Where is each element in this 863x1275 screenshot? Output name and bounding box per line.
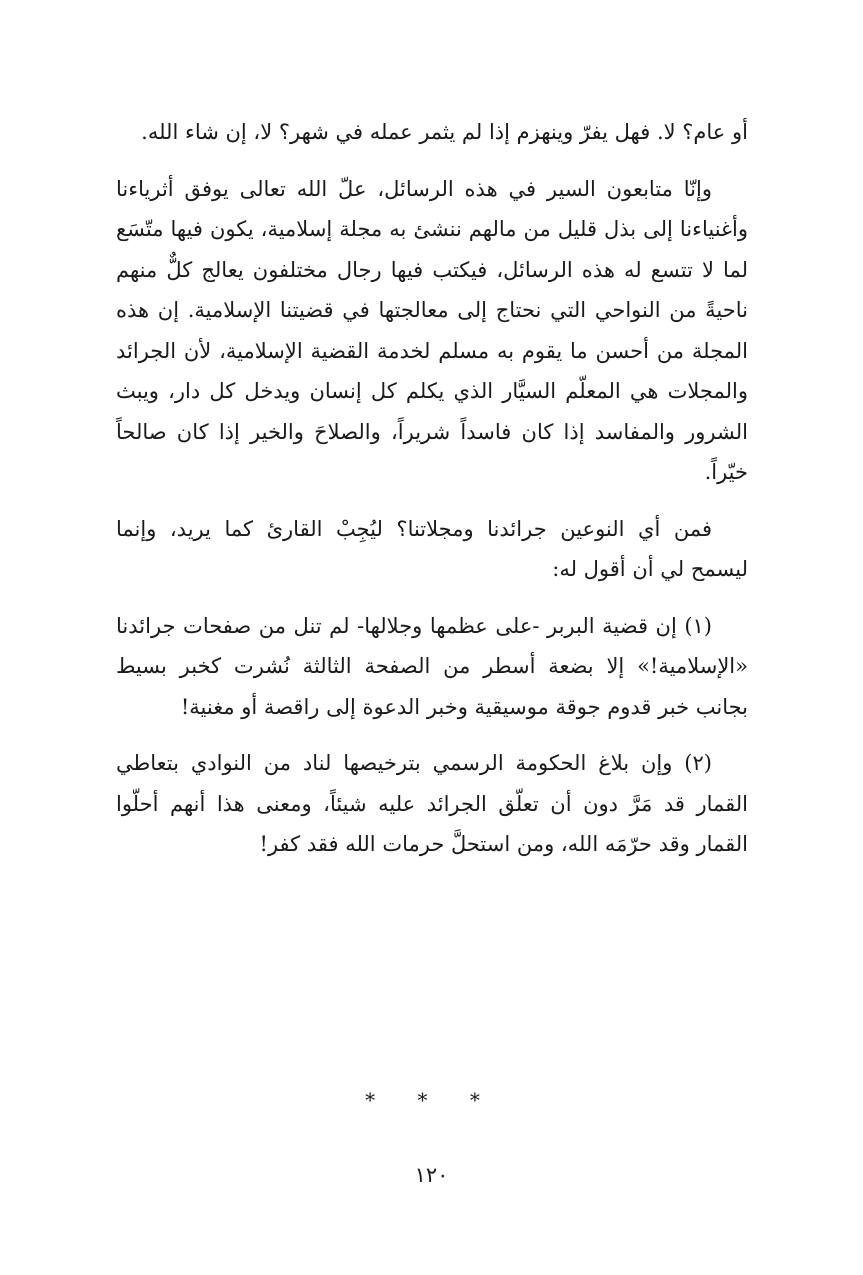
paragraph-magazine-proposal: وإنّا متابعون السير في هذه الرسائل، علّ الله تعالى يوفق أثرياءنا وأغنياءنا إلى بذل قليل من مالهم ننشئ به مجلة إسلامية، يكون فيها متّسَع لما لا تتسع له هذه الرسائل، فيكتب فيها رجال مختلفون يعالج كلٌّ منهم ناحيةً من النواحي التي نحتاج إلى معالجتها في قضيتنا الإسلامية. إن هذه المجلة من أحسن ما يقوم به مسلم لخدمة القضية الإسلامية، لأن الجرائد والمجلات هي المعلّم السيَّار الذي يكلم كل إنسان ويدخل كل دار، ويبث الشرور والمفاسد إذا كان فاسداً شريراً، والصلاحَ والخير إذا كان صالحاً خيّراً. xyxy=(116,176,748,484)
paragraph-question: فمن أي النوعين جرائدنا ومجلاتنا؟ ليُجِبْ القارئ كما يريد، وإنما ليسمح لي أن أقول له: xyxy=(116,516,748,581)
page-number: ١٢٠ xyxy=(414,1163,449,1187)
paragraph-point-2: (٢) وإن بلاغ الحكومة الرسمي بترخيصها لناد من النوادي بتعاطي القمار قد مَرَّ دون أن تعلّق الجرائد عليه شيئاً، ومعنى هذا أنهم أحلّوا القمار وقد حرّمَه الله، ومن استحلَّ حرمات الله فقد كفر! xyxy=(116,751,748,856)
paragraph-point-1: (١) إن قضية البربر -على عظمها وجلالها- لم تنل من صفحات جرائدنا «الإسلامية!» إلا بضعة أسطر من الصفحة الثالثة نُشرت كخبر بسيط بجانب خبر قدوم جوقة موسيقية وخبر الدعوة إلى راقصة أو مغنية! xyxy=(116,613,748,719)
book-page-text xyxy=(116,112,748,865)
paragraph-continuation: أو عام؟ لا. فهل يفرّ وينهزم إذا لم يثمر عمله في شهر؟ لا، إن شاء الله. xyxy=(141,120,748,144)
section-separator-stars: * * * xyxy=(365,1088,498,1112)
